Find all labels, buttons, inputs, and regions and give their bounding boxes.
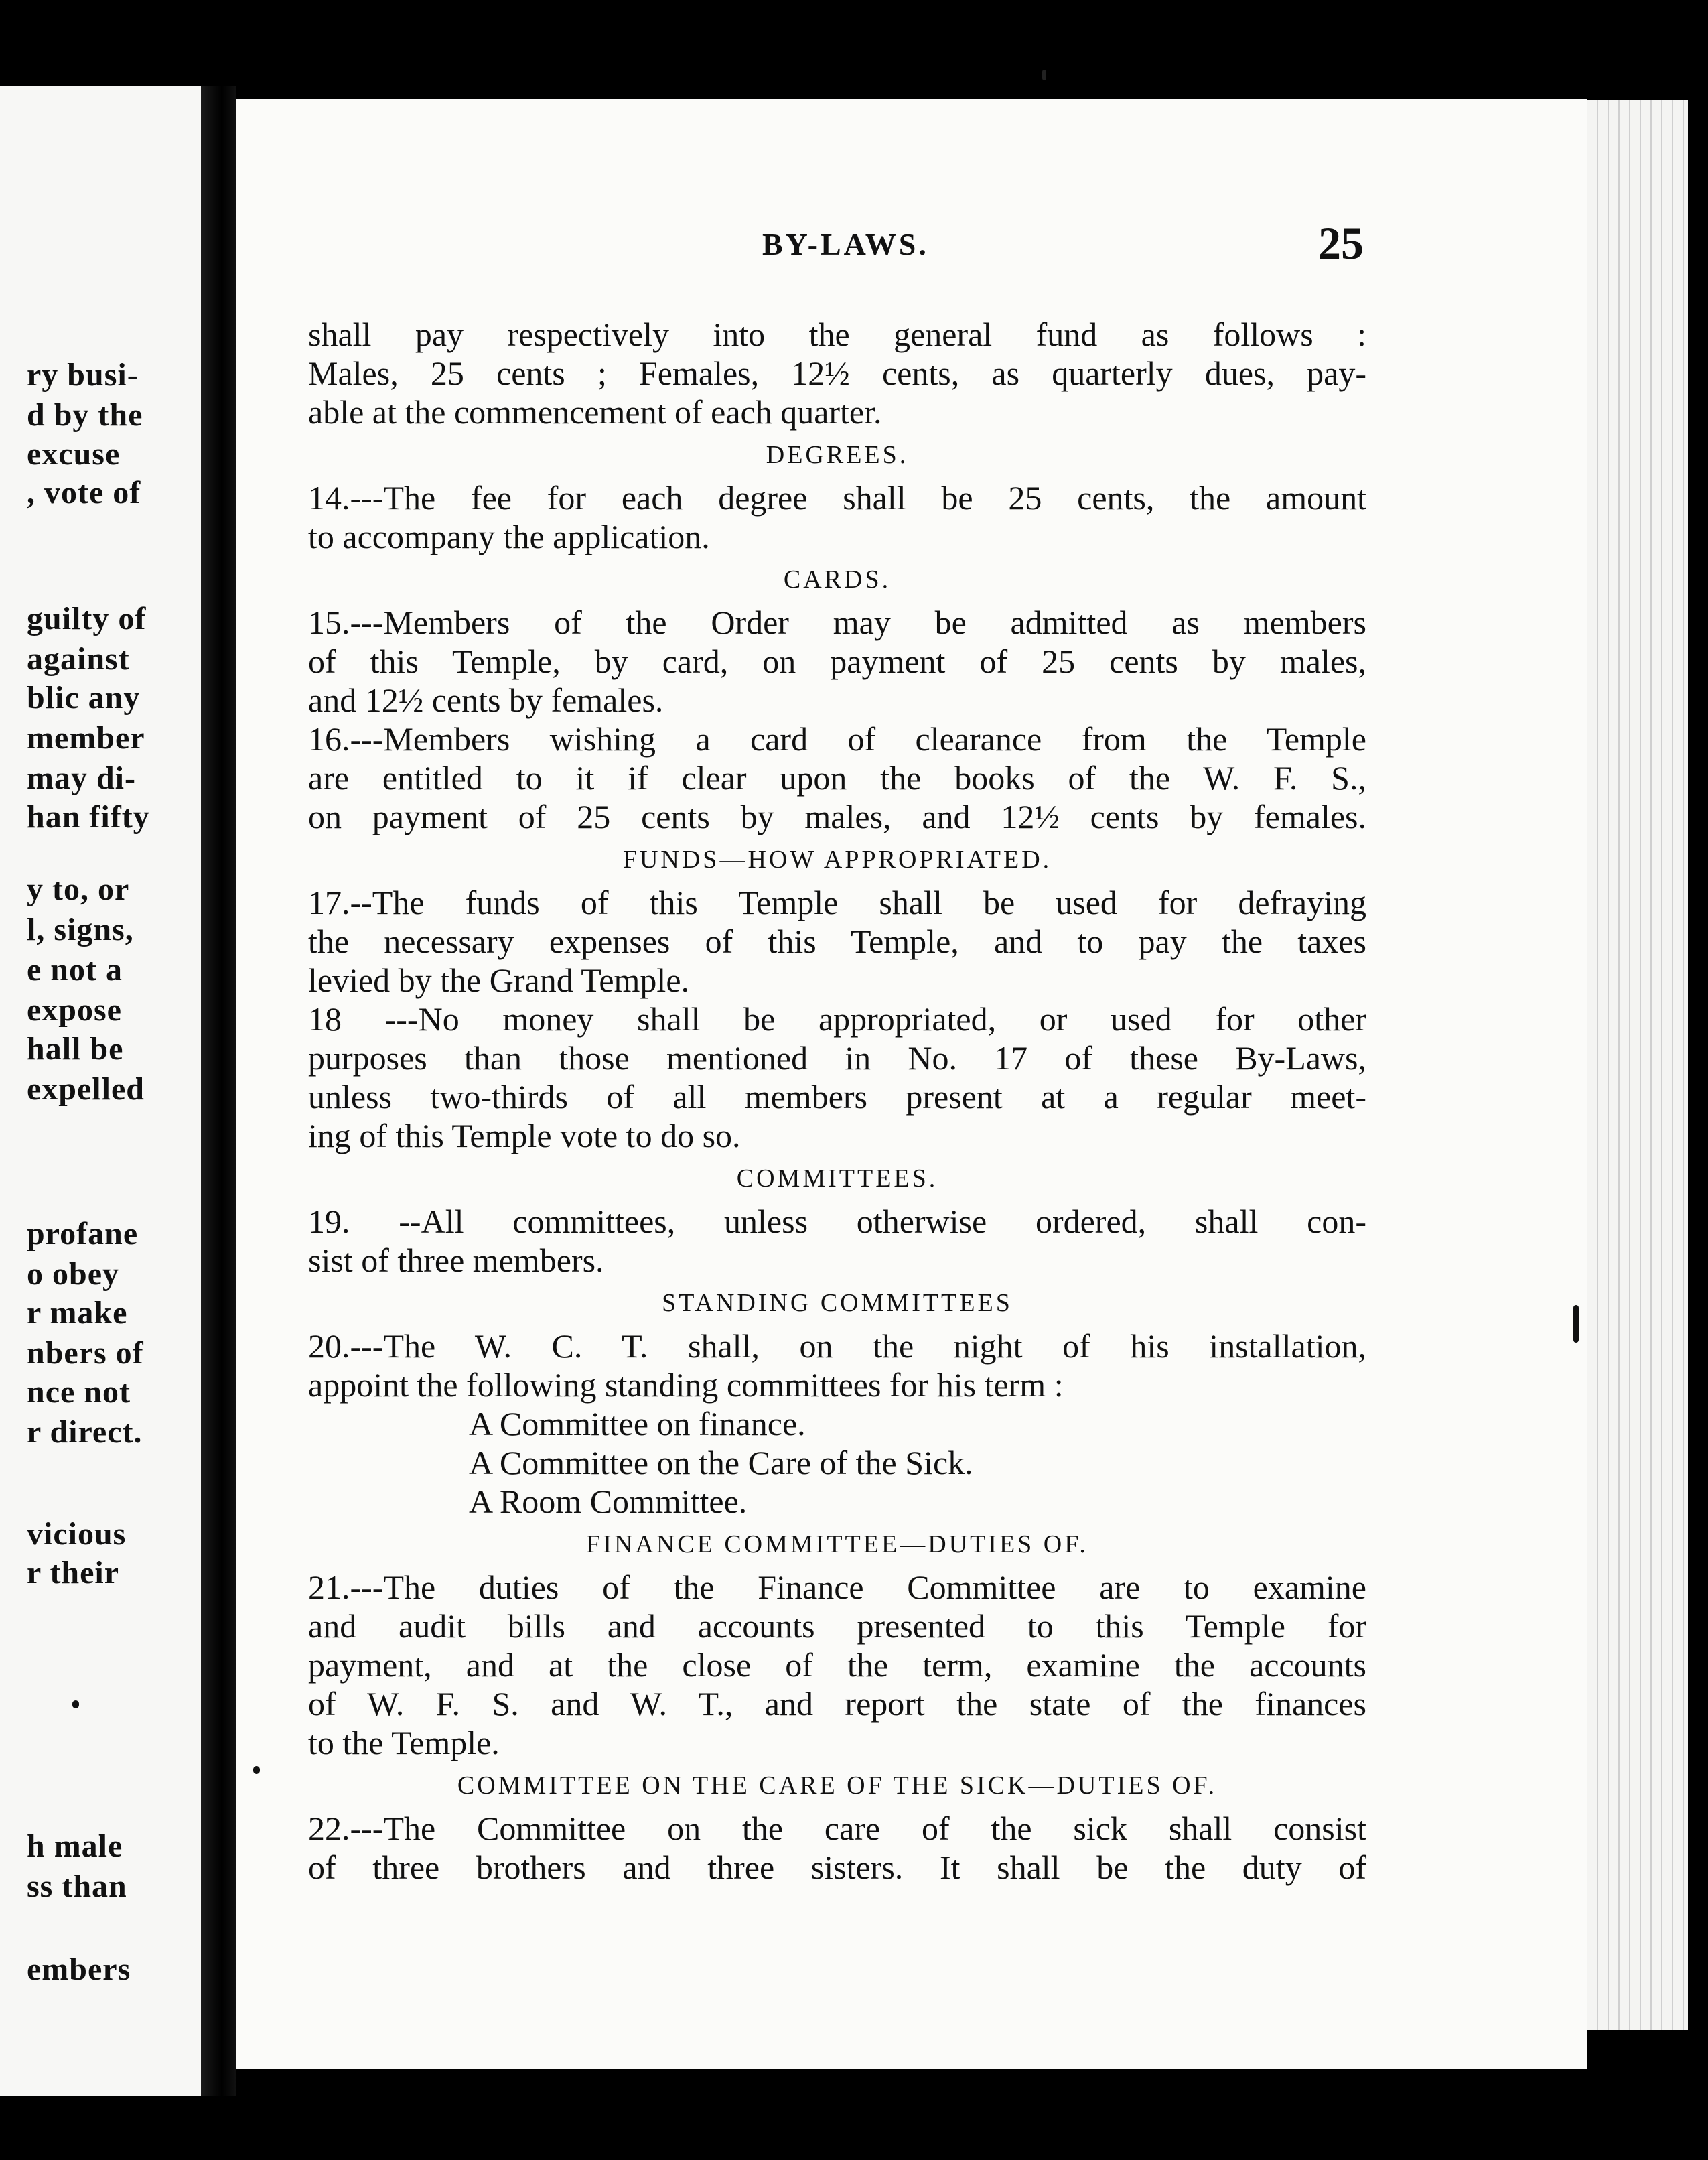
left-page-line: e not a xyxy=(27,952,123,988)
left-page-line: r direct. xyxy=(27,1414,143,1450)
left-page-line: , vote of xyxy=(27,475,141,511)
body-line: 22.---The Committee on the care of the sick shall consist xyxy=(308,1810,1366,1847)
body-line: shall pay respectively into the general fund as follows : xyxy=(308,316,1366,353)
section-heading-committees: COMMITTEES. xyxy=(736,1164,938,1193)
left-page-line: profane xyxy=(27,1216,139,1252)
body-line: levied by the Grand Temple. xyxy=(308,961,690,999)
body-line: ing of this Temple vote to do so. xyxy=(308,1117,741,1154)
body-line: of three brothers and three sisters. It shall be the duty of xyxy=(308,1848,1366,1886)
body-line: purposes than those mentioned in No. 17 of these By-Laws, xyxy=(308,1039,1366,1077)
running-head: BY-LAWS. xyxy=(762,227,929,261)
left-page-line: han fifty xyxy=(27,799,150,835)
left-page-line: r make xyxy=(27,1295,128,1331)
left-page-line: against xyxy=(27,641,130,677)
body-line: are entitled to it if clear upon the books of the W. F. S., xyxy=(308,759,1366,797)
left-page-line: hall be xyxy=(27,1031,124,1067)
body-line: of this Temple, by card, on payment of 25 cents by males, xyxy=(308,643,1366,680)
body-line: unless two-thirds of all members present at a regular meet- xyxy=(308,1078,1366,1116)
left-page-line: may di- xyxy=(27,760,136,796)
body-line: able at the commencement of each quarter. xyxy=(308,393,882,431)
page-body xyxy=(308,315,1366,1887)
scan-mark xyxy=(1042,70,1046,80)
body-line: payment, and at the close of the term, examine the accounts xyxy=(308,1646,1366,1684)
page-number: 25 xyxy=(1318,218,1364,269)
left-page-line: excuse xyxy=(27,436,121,472)
left-page-line: vicious xyxy=(27,1516,127,1552)
book-gutter xyxy=(201,86,236,2096)
body-line: of W. F. S. and W. T., and report the state of the finances xyxy=(308,1685,1366,1723)
body-line: Males, 25 cents ; Females, 12½ cents, as quarterly dues, pay- xyxy=(308,354,1366,392)
body-line: 19. --All committees, unless otherwise ordered, shall con- xyxy=(308,1203,1366,1240)
body-line: 14.---The fee for each degree shall be 25 cents, the amount xyxy=(308,479,1366,517)
page-edges xyxy=(1587,100,1688,2030)
body-line: and 12½ cents by females. xyxy=(308,681,664,719)
body-line: 15.---Members of the Order may be admitted as members xyxy=(308,604,1366,641)
body-line: on payment of 25 cents by males, and 12½ cents by females. xyxy=(308,798,1366,835)
left-page-line: l, signs, xyxy=(27,912,134,947)
left-page-line: guilty of xyxy=(27,601,147,636)
committee-list-item: A Room Committee. xyxy=(469,1483,748,1520)
body-line: 20.---The W. C. T. shall, on the night of his installation, xyxy=(308,1327,1366,1365)
body-line: 17.--The funds of this Temple shall be used for defraying xyxy=(308,884,1366,921)
section-heading-finance: FINANCE COMMITTEE—DUTIES OF. xyxy=(586,1530,1088,1558)
scan-mark xyxy=(1573,1305,1579,1343)
left-page-line: d by the xyxy=(27,397,143,433)
section-heading-care-of-sick: COMMITTEE ON THE CARE OF THE SICK—DUTIES OF. xyxy=(457,1771,1218,1800)
scan-speck xyxy=(253,1766,260,1774)
section-heading-standing-committees: STANDING COMMITTEES xyxy=(662,1289,1013,1317)
left-page xyxy=(0,86,201,2096)
body-line: 16.---Members wishing a card of clearance from the Temple xyxy=(308,720,1366,758)
left-page-line: ss than xyxy=(27,1869,127,1904)
section-heading-cards: CARDS. xyxy=(783,565,892,594)
section-heading-funds: FUNDS—HOW APPROPRIATED. xyxy=(622,846,1052,874)
body-line: the necessary expenses of this Temple, and to pay the taxes xyxy=(308,923,1366,960)
left-page-line: nce not xyxy=(27,1374,131,1410)
body-line: and audit bills and accounts presented to this Temple for xyxy=(308,1607,1366,1645)
left-page-line: embers xyxy=(27,1952,131,1987)
left-page-line: expose xyxy=(27,992,122,1028)
left-page-line: y to, or xyxy=(27,872,130,907)
body-line: 18 ---No money shall be appropriated, or used for other xyxy=(308,1000,1366,1038)
section-heading-degrees: DEGREES. xyxy=(766,441,909,469)
left-page-line: member xyxy=(27,720,145,756)
body-line: to the Temple. xyxy=(308,1724,500,1761)
committee-list-item: A Committee on the Care of the Sick. xyxy=(469,1444,973,1481)
body-line: sist of three members. xyxy=(308,1241,604,1279)
committee-list-item: A Committee on finance. xyxy=(469,1405,806,1442)
left-page-line: ry busi- xyxy=(27,357,139,393)
body-line: appoint the following standing committees for his term : xyxy=(308,1366,1064,1404)
left-page-line: expelled xyxy=(27,1071,145,1107)
left-page-line: blic any xyxy=(27,680,141,716)
left-page-line: r their xyxy=(27,1555,120,1591)
left-page-line: nbers of xyxy=(27,1335,144,1371)
left-page-line: h male xyxy=(27,1828,123,1864)
body-line: 21.---The duties of the Finance Committee are to examine xyxy=(308,1568,1366,1606)
scan-speck xyxy=(72,1700,79,1708)
left-page-line: o obey xyxy=(27,1256,119,1292)
body-line: to accompany the application. xyxy=(308,518,710,555)
